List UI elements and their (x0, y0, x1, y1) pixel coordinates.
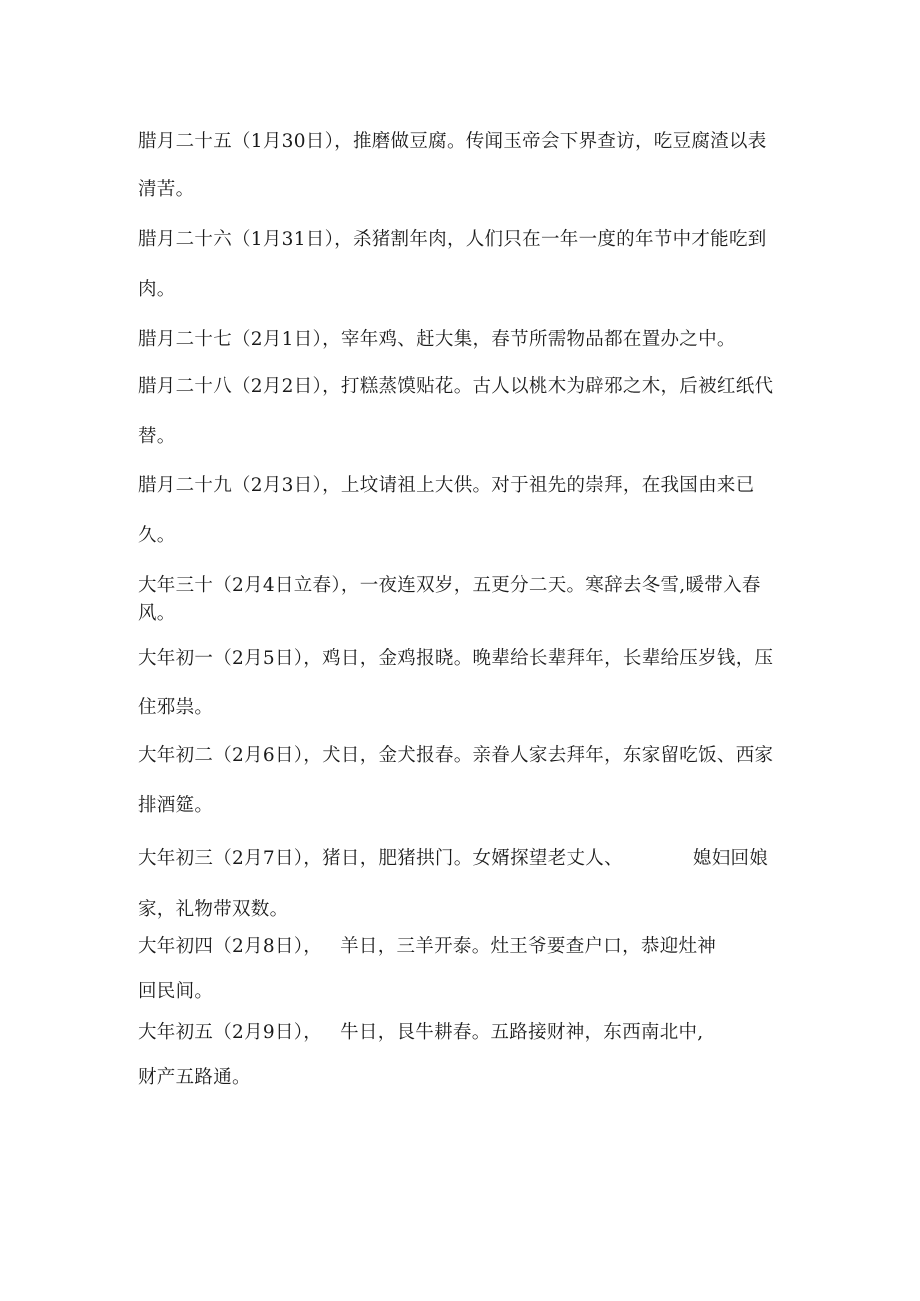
text-span-chu5-a: 大年初五（2月9日）， (138, 1022, 323, 1043)
text-line-chu4-cont: 回民间。 (138, 981, 214, 1002)
text-line-chuxi: 大年三十（2月4日立春），一夜连双岁，五更分二天。寒辞去冬雪,暖带入春 (138, 575, 761, 596)
text-line-la27: 腊月二十七（2月1日），宰年鸡、赶大集，春节所需物品都在置办之中。 (138, 329, 736, 350)
text-span-chu4-a: 大年初四（2月8日）， (138, 936, 323, 957)
text-line-chu5-cont: 财产五路通。 (138, 1067, 251, 1088)
text-span-chu3-a: 大年初三（2月7日），猪日，肥猪拱门。女婿探望老丈人、 (138, 848, 623, 869)
text-line-chu4 (138, 935, 716, 959)
text-line-la28-cont: 替。 (138, 426, 176, 447)
text-line-chu2-cont: 排酒筵。 (138, 795, 214, 816)
text-line-chu2: 大年初二（2月6日），犬日，金犬报春。亲眷人家去拜年，东家留吃饭、西家 (138, 745, 774, 766)
text-span-chu3-b: 媳妇回娘 (692, 848, 769, 869)
text-line-la26: 腊月二十六（1月31日），杀猪割年肉，人们只在一年一度的年节中才能吃到 (138, 229, 767, 250)
text-line-chu3-cont: 家，礼物带双数。 (138, 899, 289, 920)
text-span-chu4-b: 羊日，三羊开泰。灶王爷要查户口，恭迎灶神 (340, 936, 717, 957)
text-line-chu3 (138, 847, 768, 871)
text-line-chuxi-cont: 风。 (138, 603, 176, 624)
text-line-chu1: 大年初一（2月5日），鸡日，金鸡报晓。晚辈给长辈拜年，长辈给压岁钱，压 (138, 648, 774, 669)
text-line-la25: 腊月二十五（1月30日），推磨做豆腐。传闻玉帝会下界查访，吃豆腐渣以表 (138, 131, 767, 152)
text-line-la25-cont: 清苦。 (138, 179, 195, 200)
text-line-la29: 腊月二十九（2月3日），上坟请祖上大供。对于祖先的崇拜，在我国由来已 (138, 475, 755, 496)
text-line-la29-cont: 久。 (138, 525, 176, 546)
text-line-la26-cont: 肉。 (138, 279, 176, 300)
text-span-chu5-b: 牛日，艮牛耕春。五路接财神，东西南北中, (340, 1022, 704, 1043)
text-line-chu1-cont: 住邪祟。 (138, 697, 214, 718)
text-line-la28: 腊月二十八（2月2日），打糕蒸馍贴花。古人以桃木为辟邪之木，后被红纸代 (138, 376, 774, 397)
text-line-chu5 (138, 1021, 703, 1045)
